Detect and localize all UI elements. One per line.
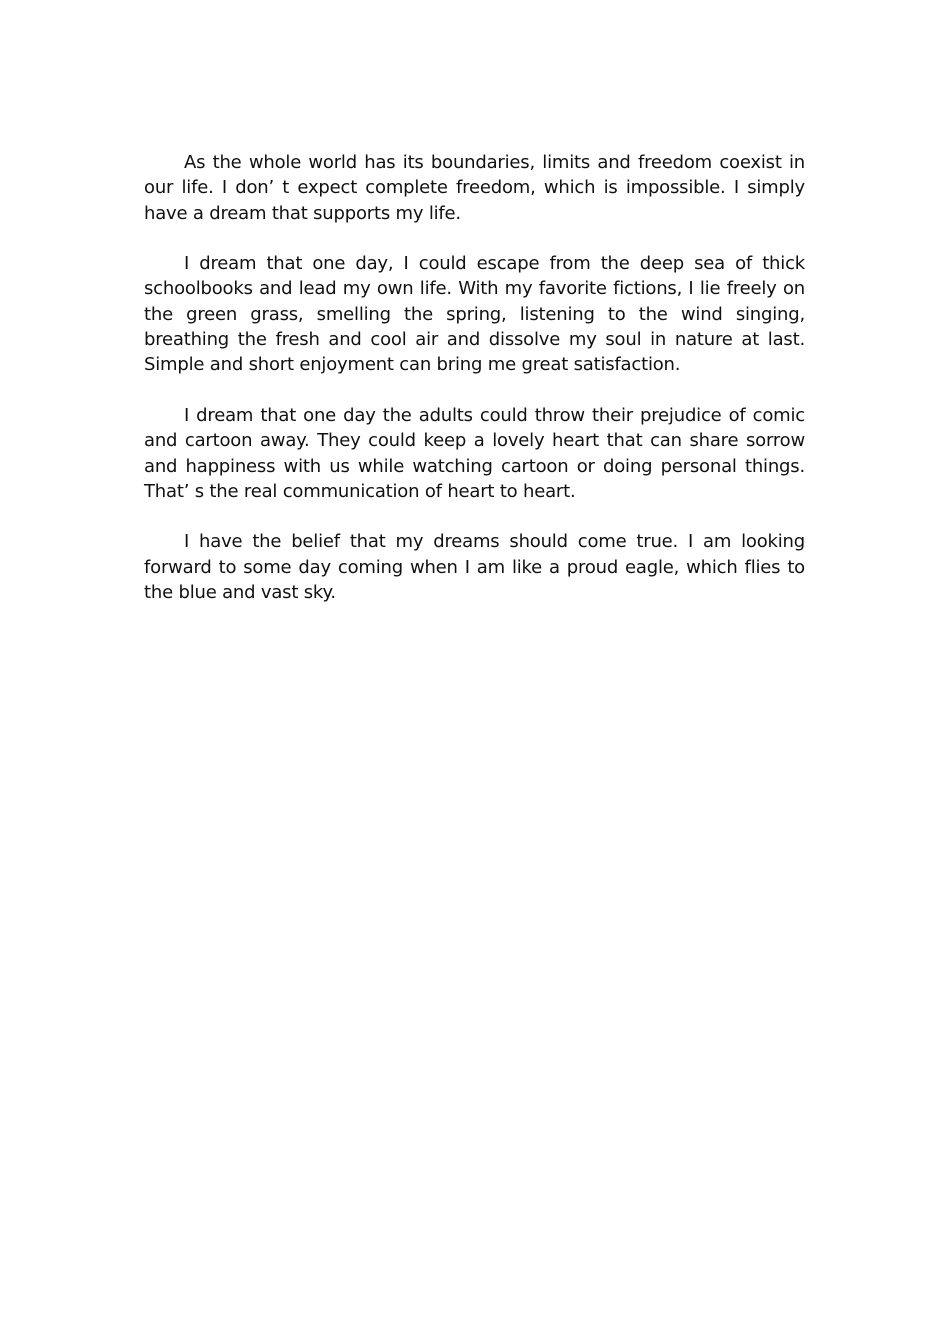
paragraph-1: As the whole world has its boundaries, limits and freedom coexist in our life. I don’ t expect complete freedom, which is impossible. I simply have a dream that supports my life. (144, 152, 805, 224)
document-body (144, 150, 805, 605)
paragraph-3: I dream that one day the adults could throw their prejudice of comic and cartoon away. They could keep a lovely heart that can share sorrow and happiness with us while watching cartoon or doing personal things. That’ s the real communication of heart to heart. (144, 404, 805, 502)
paragraph-2: I dream that one day, I could escape from the deep sea of thick schoolbooks and lead my own life. With my favorite fictions, I lie freely on the green grass, smelling the spring, listening to the wind singing, breathing the fresh and cool air and dissolve my soul in nature at last. Simple and short enjoyment can bring me great satisfaction. (144, 253, 805, 376)
paragraph-4: I have the belief that my dreams should come true. I am looking forward to some day coming when I am like a proud eagle, which flies to the blue and vast sky. (144, 531, 805, 604)
